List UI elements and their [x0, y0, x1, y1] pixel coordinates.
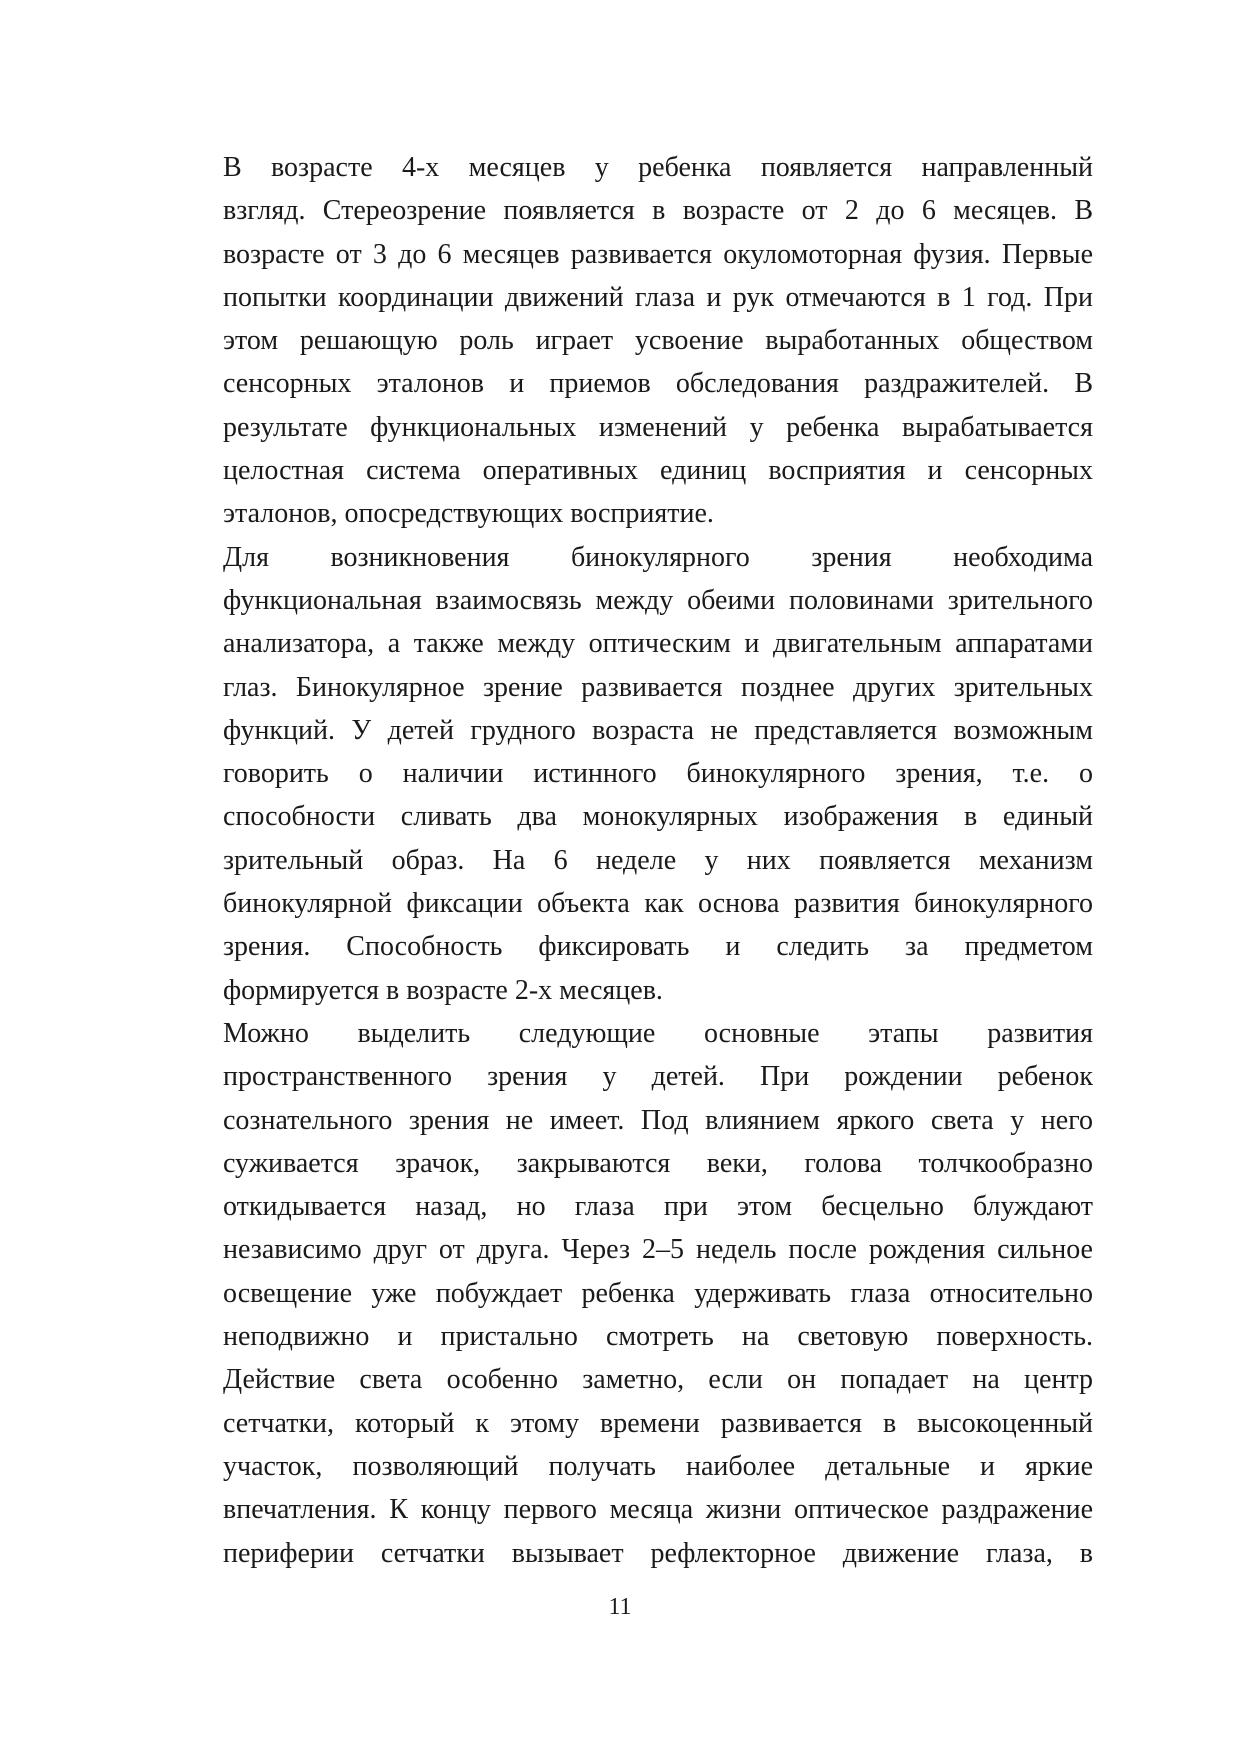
paragraph-2: [147, 536, 1093, 1012]
text-line: откидывается назад, но глаза при этом бесцельно блуждают: [223, 1191, 1093, 1223]
text-line: независимо друг от друга. Через 2–5 недель после рождения сильное: [223, 1234, 1093, 1266]
text-line: впечатления. К концу первого месяца жизни оптическое раздражение: [223, 1494, 1093, 1526]
text-line: анализатора, а также между оптическим и двигательным аппаратами: [223, 628, 1093, 660]
text-line: сетчатки, который к этому времени развивается в высокоценный: [223, 1407, 1093, 1439]
text-line: функций. У детей грудного возраста не представляется возможным: [223, 714, 1093, 746]
text-line: функциональная взаимосвязь между обеими половинами зрительного: [223, 584, 1093, 616]
text-line: периферии сетчатки вызывает рефлекторное движение глаза, в: [223, 1537, 1093, 1569]
text-line: сознательного зрения не имеет. Под влиянием яркого света у него: [223, 1104, 1093, 1136]
text-line: зрения. Способность фиксировать и следить за предметом: [223, 931, 1093, 963]
text-line: суживается зрачок, закрываются веки, голова толчкообразно: [223, 1147, 1093, 1179]
text-line: этом решающую роль играет усвоение выработанных обществом: [223, 325, 1093, 357]
text-line: освещение уже побуждает ребенка удерживать глаза относительно: [223, 1277, 1093, 1309]
text-line: результате функциональных изменений у ребенка вырабатывается: [223, 411, 1093, 443]
text-line: сенсорных эталонов и приемов обследования раздражителей. В: [223, 368, 1093, 400]
text-line: взгляд. Стереозрение появляется в возрасте от 2 до 6 месяцев. В: [223, 195, 1093, 227]
text-line: зрительный образ. На 6 неделе у них появляется механизм: [223, 844, 1093, 876]
text-line: В возрасте 4-х месяцев у ребенка появляется направленный: [223, 152, 1093, 183]
page-number: 11: [608, 1594, 632, 1620]
paragraph-1: [147, 146, 1093, 536]
text-line: возрасте от 3 до 6 месяцев развивается окуломоторная фузия. Первые: [223, 238, 1093, 270]
text-line: неподвижно и пристально смотреть на световую поверхность.: [223, 1321, 1093, 1353]
text-line: Можно выделить следующие основные этапы развития: [223, 1017, 1093, 1049]
paragraph-3: [147, 1012, 1093, 1575]
text-line: способности сливать два монокулярных изображения в единый: [223, 801, 1093, 833]
text-line: бинокулярной фиксации объекта как основа развития бинокулярного: [223, 888, 1093, 920]
text-line: целостная система оперативных единиц восприятия и сенсорных: [223, 455, 1093, 487]
text-line: глаз. Бинокулярное зрение развивается позднее других зрительных: [223, 671, 1093, 703]
text-line: пространственного зрения у детей. При рождении ребенок: [223, 1061, 1093, 1093]
body-text: [147, 146, 1093, 1575]
text-line: говорить о наличии истинного бинокулярного зрения, т.е. о: [223, 758, 1093, 790]
text-line: Для возникновения бинокулярного зрения необходима: [223, 541, 1093, 573]
text-line: участок, позволяющий получать наиболее детальные и яркие: [223, 1450, 1093, 1482]
text-line: эталонов, опосредствующих восприятие.: [223, 498, 714, 530]
text-line: попытки координации движений глаза и рук отмечаются в 1 год. При: [223, 281, 1093, 313]
text-line: формируется в возрасте 2-х месяцев.: [223, 974, 663, 1006]
text-line: Действие света особенно заметно, если он попадает на центр: [223, 1364, 1093, 1396]
